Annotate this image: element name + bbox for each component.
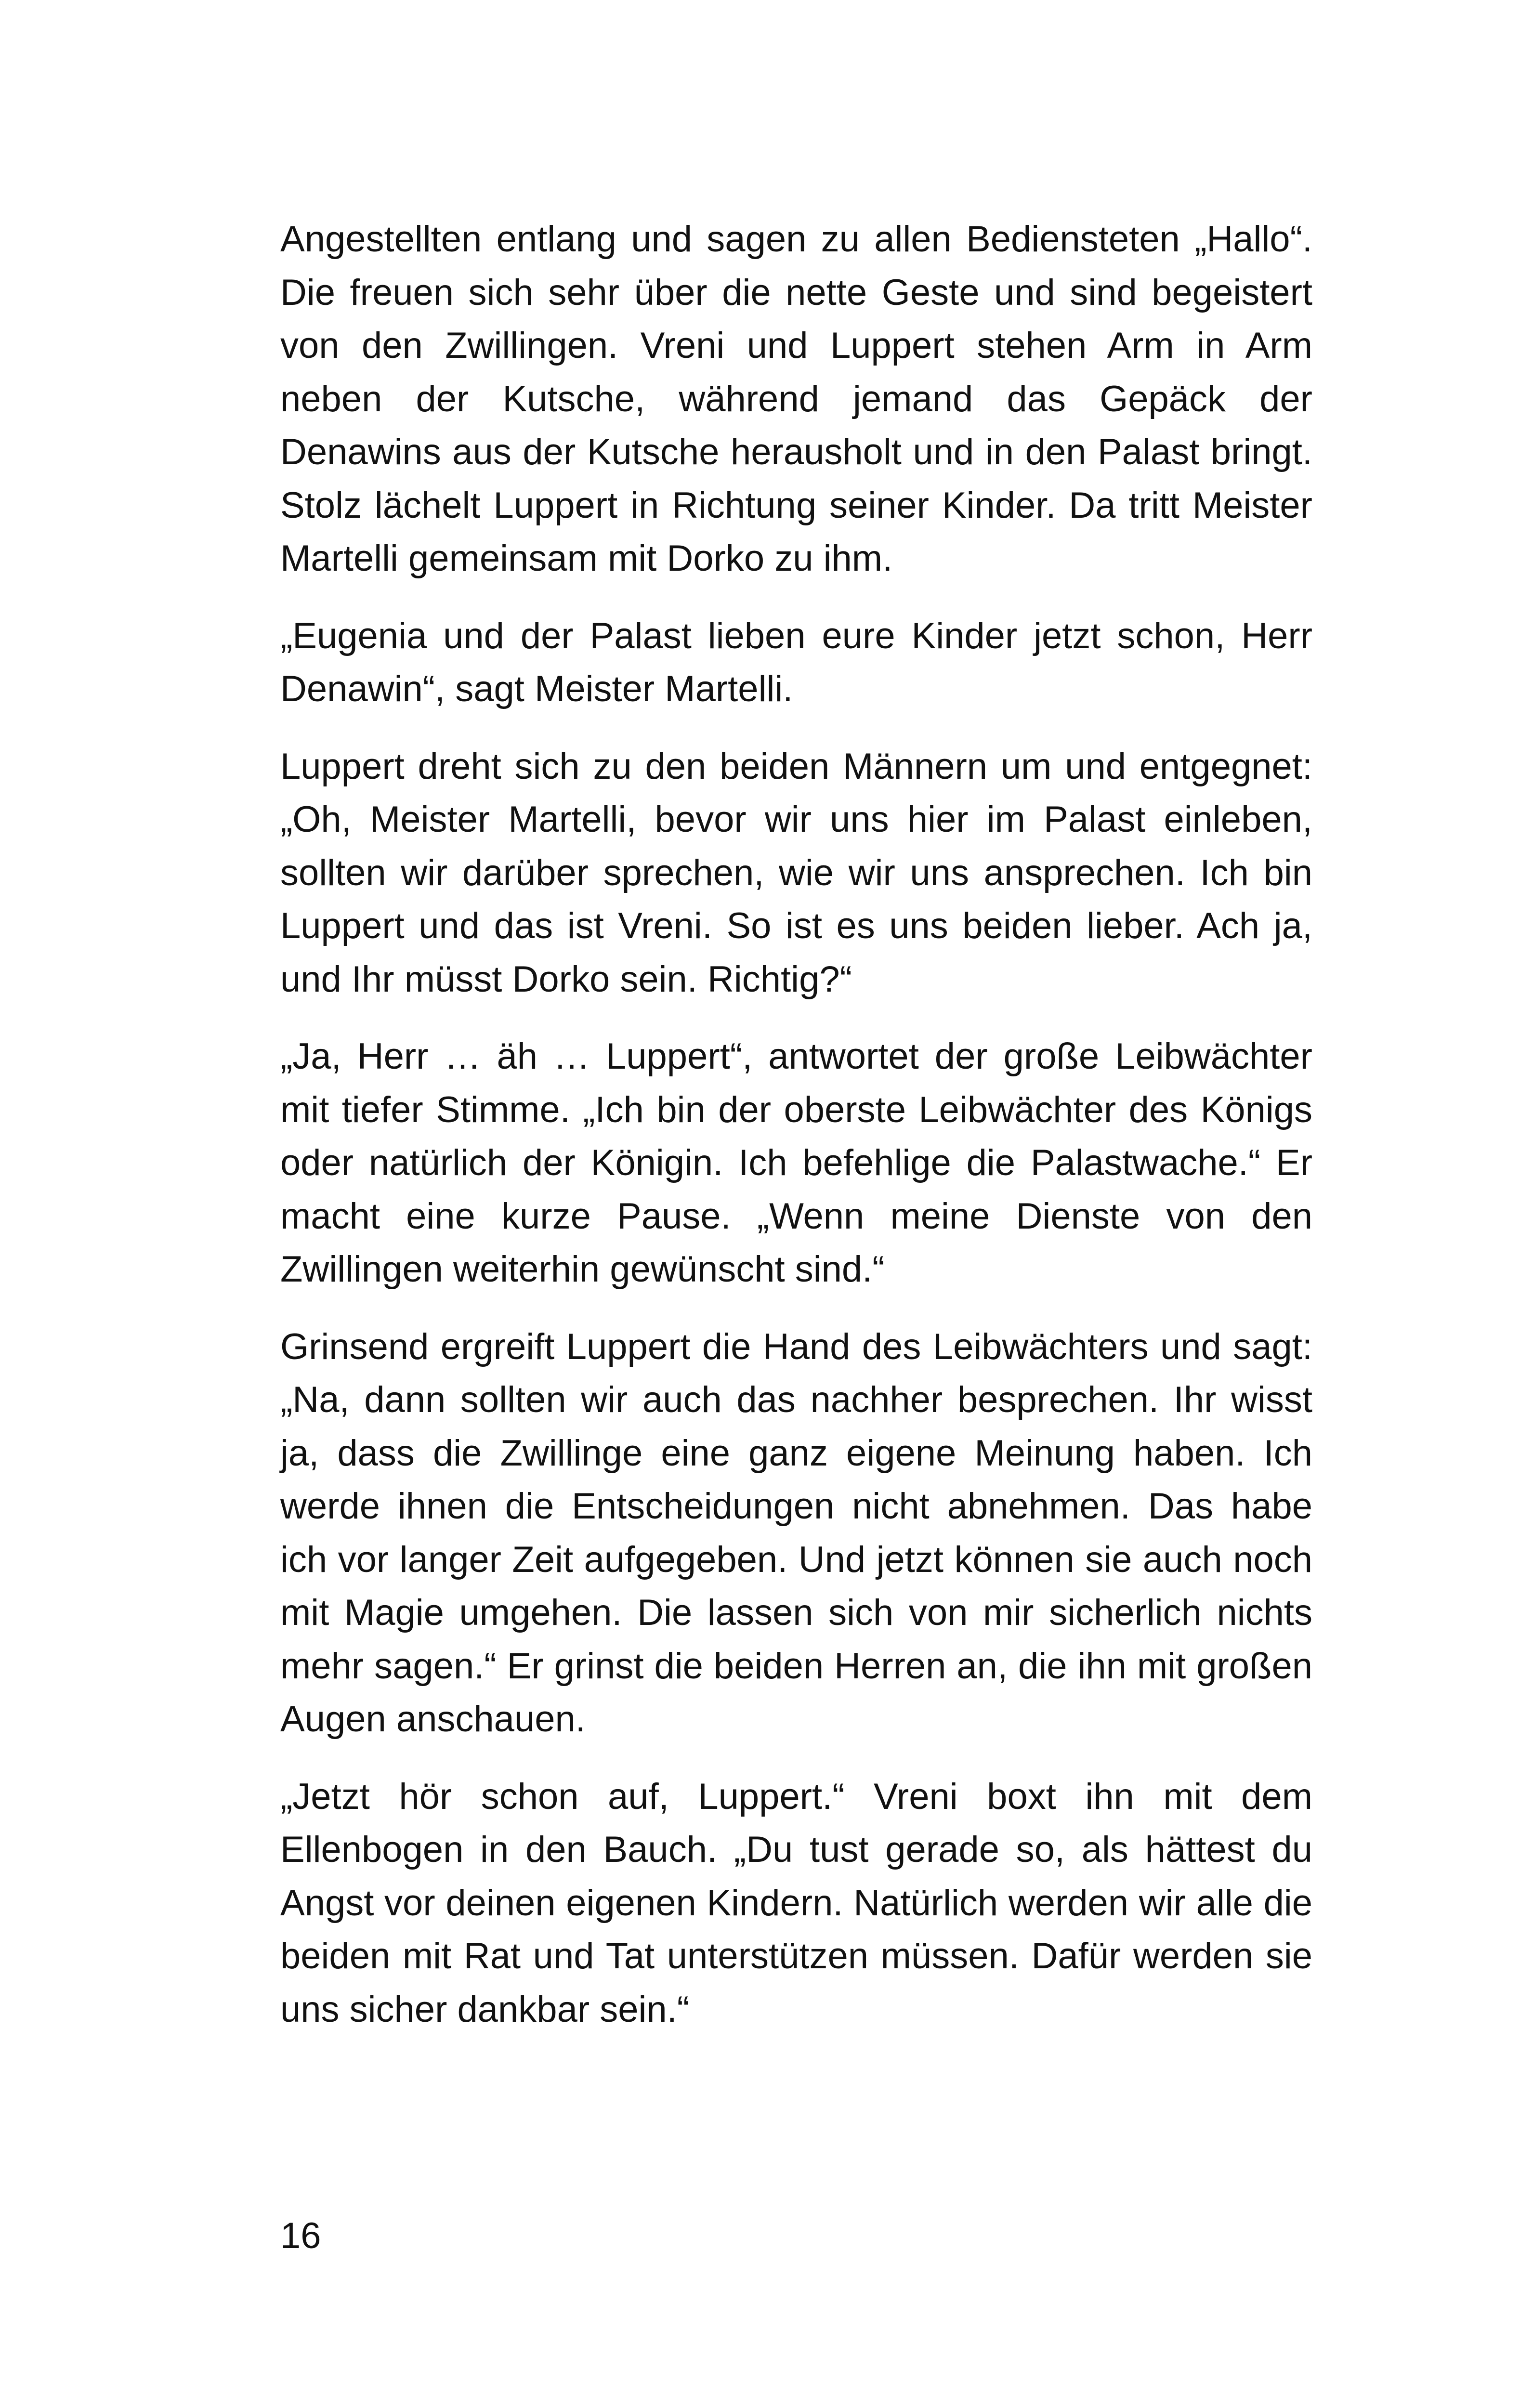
page-number: 16	[280, 2215, 321, 2256]
paragraph: „Eugenia und der Palast lieben eure Kinder jetzt schon, Herr Denawin“, sagt Meister Martelli.	[280, 615, 1312, 709]
paragraph: Luppert dreht sich zu den beiden Männern um und entgegnet: „Oh, Meister Martelli, bevor wir uns hier im Palast einleben, sollten wir darüber sprechen, wie wir uns ansprechen. Ich bin Luppert und das ist Vreni. So ist es uns beiden lieber. Ach ja, und Ihr müsst Dorko sein. Richtig?“	[280, 746, 1312, 1000]
paragraph: „Jetzt hör schon auf, Luppert.“ Vreni boxt ihn mit dem Ellenbogen in den Bauch. „Du tust gerade so, als hättest du Angst vor deinen eigenen Kindern. Natürlich werden wir alle die beiden mit Rat und Tat unterstützen müssen. Dafür werden sie uns sicher dankbar sein.“	[280, 1776, 1312, 2030]
paragraph: Angestellten entlang und sagen zu allen Bediensteten „Hallo“. Die freuen sich sehr über die nette Geste und sind begeistert von den Zwillingen. Vreni und Luppert stehen Arm in Arm neben der Kutsche, während jemand das Gepäck der Denawins aus der Kutsche herausholt und in den Palast bringt. Stolz lächelt Luppert in Richtung seiner Kinder. Da tritt Meister Martelli gemeinsam mit Dorko zu ihm.	[280, 219, 1312, 579]
book-page-text	[280, 213, 1312, 2036]
paragraph: Grinsend ergreift Luppert die Hand des Leibwächters und sagt: „Na, dann sollten wir auch das nachher besprechen. Ihr wisst ja, dass die Zwillinge eine ganz eigene Meinung haben. Ich werde ihnen die Entscheidungen nicht abnehmen. Das habe ich vor langer Zeit aufgegeben. Und jetzt können sie auch noch mit Magie umgehen. Die lassen sich von mir sicherlich nichts mehr sagen.“ Er grinst die beiden Herren an, die ihn mit großen Augen anschauen.	[280, 1326, 1312, 1740]
paragraph: „Ja, Herr … äh … Luppert“, antwortet der große Leibwächter mit tiefer Stimme. „Ich bin der oberste Leibwächter des Königs oder natürlich der Königin. Ich befehlige die Palastwache.“ Er macht eine kurze Pause. „Wenn meine Dienste von den Zwillingen weiterhin gewünscht sind.“	[280, 1036, 1312, 1290]
